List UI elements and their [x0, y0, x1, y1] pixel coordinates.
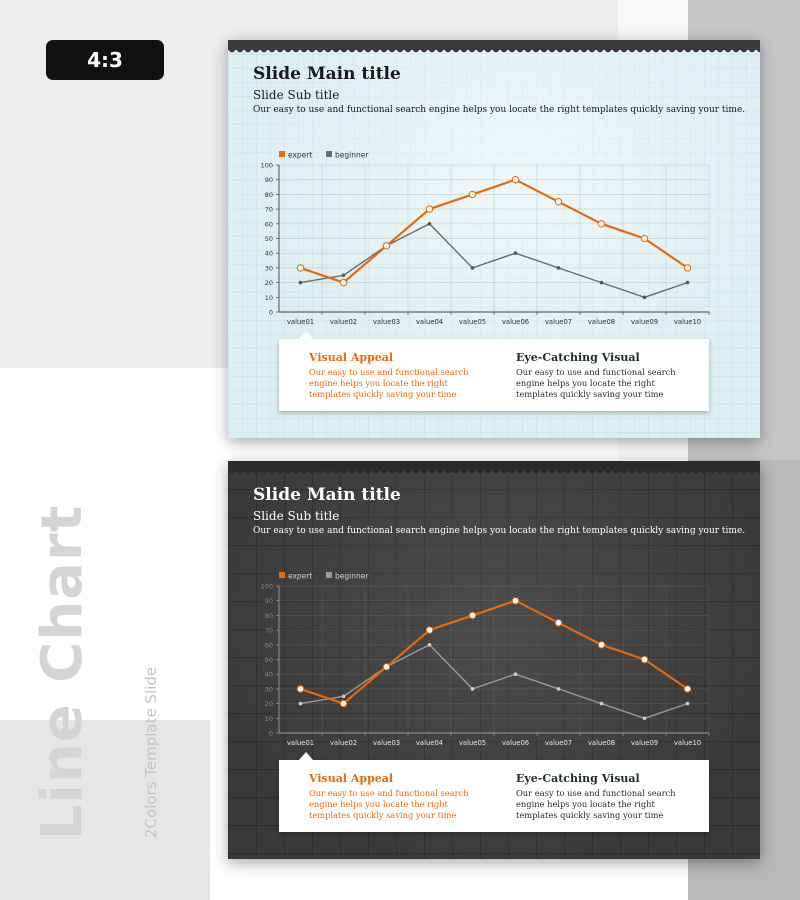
info-text: Our easy to use and functional search engine helps you locate the right templates quickly saving your time: [309, 367, 469, 399]
y-tick-label: 30: [264, 685, 273, 694]
legend-swatch-beginner: [326, 572, 332, 578]
y-tick-label: 10: [264, 293, 273, 302]
data-point-expert: [469, 191, 475, 197]
info-heading: Visual Appeal: [309, 351, 394, 364]
y-tick-label: 60: [264, 641, 273, 650]
x-tick-label: value10: [673, 739, 702, 747]
y-tick-label: 50: [264, 235, 273, 243]
data-point-expert: [512, 177, 518, 183]
data-point-expert: [340, 279, 346, 285]
slide-description: Our easy to use and functional search engine helps you locate the right templates quickly saving your time.: [253, 526, 746, 536]
x-tick-label: value02: [329, 739, 358, 747]
slide-title: Slide Main title: [253, 64, 401, 84]
y-tick-label: 100: [260, 582, 273, 591]
info-panel: [279, 339, 709, 411]
x-tick-label: value01: [286, 739, 315, 747]
legend-label-beginner: beginner: [335, 150, 369, 160]
info-heading: Eye-Catching Visual: [516, 772, 640, 785]
y-tick-label: 0: [268, 729, 273, 738]
legend-swatch-beginner: [326, 151, 332, 157]
slide-subtitle: Slide Sub title: [253, 88, 340, 102]
data-point-beginner: [643, 296, 647, 300]
info-column-eye-catching: [516, 351, 686, 400]
y-tick-label: 20: [264, 279, 273, 288]
y-tick-label: 40: [264, 249, 273, 258]
x-tick-label: value01: [286, 318, 315, 326]
y-tick-label: 90: [264, 597, 273, 606]
info-column-visual-appeal: [309, 351, 479, 400]
data-point-beginner: [686, 281, 690, 285]
info-column-eye-catching: [516, 772, 686, 821]
chart-legend: [279, 151, 369, 160]
data-point-expert: [684, 265, 690, 271]
data-point-expert: [383, 243, 389, 249]
data-point-expert: [598, 221, 604, 227]
side-title: Line Chart: [30, 504, 95, 840]
data-point-beginner: [514, 251, 518, 255]
y-tick-label: 70: [264, 626, 273, 635]
x-tick-label: value08: [587, 739, 616, 747]
info-panel: [279, 760, 709, 832]
x-tick-label: value08: [587, 318, 616, 326]
data-point-beginner: [643, 717, 647, 721]
data-point-beginner: [299, 702, 303, 706]
x-tick-label: value07: [544, 739, 573, 747]
y-tick-label: 70: [264, 205, 273, 214]
data-point-expert: [297, 686, 303, 692]
slide-light: [228, 40, 760, 438]
data-point-expert: [598, 642, 604, 648]
info-heading: Visual Appeal: [309, 772, 394, 785]
x-tick-label: value09: [630, 318, 659, 326]
info-text: Our easy to use and functional search engine helps you locate the right templates quickly saving your time: [516, 788, 676, 820]
info-column-visual-appeal: [309, 772, 479, 821]
data-point-beginner: [428, 222, 432, 226]
y-tick-label: 30: [264, 264, 273, 273]
x-tick-label: value09: [630, 739, 659, 747]
data-point-beginner: [342, 694, 346, 698]
x-tick-label: value02: [329, 318, 358, 326]
data-point-beginner: [428, 643, 432, 647]
x-tick-label: value04: [415, 739, 444, 747]
x-tick-label: value07: [544, 318, 573, 326]
legend-label-expert: expert: [288, 571, 313, 581]
y-tick-label: 90: [264, 176, 273, 185]
y-tick-label: 10: [264, 714, 273, 723]
line-chart: [228, 140, 760, 340]
data-point-beginner: [299, 281, 303, 285]
data-point-beginner: [600, 281, 604, 285]
y-tick-label: 40: [264, 670, 273, 679]
info-heading: Eye-Catching Visual: [516, 351, 640, 364]
data-point-beginner: [686, 702, 690, 706]
y-tick-label: 50: [264, 656, 273, 664]
chart-legend: [279, 572, 369, 581]
data-point-beginner: [514, 672, 518, 676]
info-text: Our easy to use and functional search engine helps you locate the right templates quickly saving your time: [516, 367, 676, 399]
aspect-ratio-badge: 4:3: [46, 40, 164, 80]
slide-dark: [228, 461, 760, 859]
y-tick-label: 80: [264, 611, 273, 620]
side-subtitle: 2Colors Template Slide: [142, 666, 160, 838]
data-point-expert: [512, 598, 518, 604]
info-text: Our easy to use and functional search engine helps you locate the right templates quickly saving your time: [309, 788, 469, 820]
data-point-beginner: [557, 266, 561, 270]
y-tick-label: 0: [268, 308, 273, 317]
x-tick-label: value05: [458, 318, 487, 326]
data-point-expert: [340, 700, 346, 706]
y-tick-label: 100: [260, 161, 273, 170]
data-point-expert: [555, 620, 561, 626]
data-point-expert: [684, 686, 690, 692]
slide-top-band: [228, 40, 760, 50]
x-tick-label: value06: [501, 318, 530, 326]
x-tick-label: value03: [372, 739, 401, 747]
x-tick-label: value06: [501, 739, 530, 747]
data-point-expert: [426, 627, 432, 633]
x-tick-label: value10: [673, 318, 702, 326]
x-tick-label: value03: [372, 318, 401, 326]
legend-label-expert: expert: [288, 150, 313, 160]
data-point-beginner: [600, 702, 604, 706]
legend-swatch-expert: [279, 151, 285, 157]
data-point-beginner: [471, 266, 475, 270]
slide-title: Slide Main title: [253, 485, 401, 505]
data-point-expert: [469, 612, 475, 618]
y-tick-label: 20: [264, 700, 273, 709]
x-tick-label: value04: [415, 318, 444, 326]
y-tick-label: 60: [264, 220, 273, 229]
data-point-expert: [555, 199, 561, 205]
legend-swatch-expert: [279, 572, 285, 578]
data-point-expert: [426, 206, 432, 212]
x-tick-label: value05: [458, 739, 487, 747]
data-point-expert: [297, 265, 303, 271]
slide-description: Our easy to use and functional search engine helps you locate the right templates quickly saving your time.: [253, 105, 746, 115]
line-chart: [228, 561, 760, 761]
data-point-beginner: [471, 687, 475, 691]
y-tick-label: 80: [264, 190, 273, 199]
slide-subtitle: Slide Sub title: [253, 509, 340, 523]
data-point-beginner: [557, 687, 561, 691]
data-point-expert: [383, 664, 389, 670]
data-point-beginner: [342, 273, 346, 277]
data-point-expert: [641, 235, 647, 241]
data-point-expert: [641, 656, 647, 662]
slide-top-band: [228, 461, 760, 471]
legend-label-beginner: beginner: [335, 571, 369, 581]
